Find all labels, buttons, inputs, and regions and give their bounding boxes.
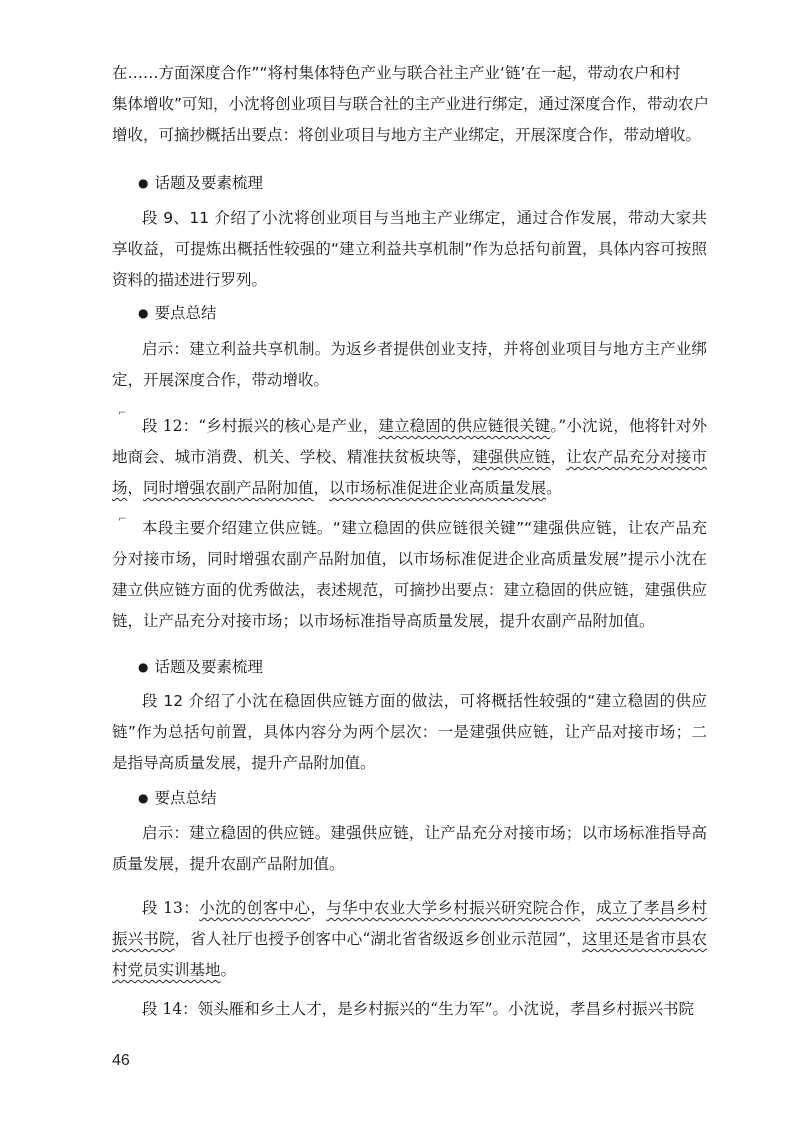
bullet-dot-icon: ● xyxy=(138,306,149,320)
paragraph-continuation xyxy=(112,58,710,151)
quote-text: 。 xyxy=(220,961,237,979)
analysis-paragraph: 本段主要介绍建立供应链。“建立稳固的供应链很关键”“建强供应链，让农产品充分对接市场，同时增强农副产品附加值，以市场标准促进企业高质量发展”提示小沈在建立供应链方面的优秀做法，表述规范，可摘抄出要点：建立稳固的供应链，建强供应链，让产品充分对接市场；以市场标准指导高质量发展，提升农副产品附加值。 xyxy=(112,519,707,630)
quote-text: 。”小沈说，他将针对外地商会、城市消费、机关、学校、精准扶贫板块等， xyxy=(112,417,707,466)
source-quote-paragraph xyxy=(112,893,707,986)
source-quote-paragraph: 段 14：领头雁和乡土人才，是乡村振兴的“生力军”。小沈说，孝昌乡村振兴书院 xyxy=(142,1000,695,1018)
text-line: 增收，可摘抄概括出要点：将创业项目与地方主产业绑定，开展深度合作，带动增收。 xyxy=(112,126,702,144)
underlined-phrase: 同时增强农副产品附加值 xyxy=(143,479,314,497)
text-line: 在……方面深度合作”“将村集体特色产业与联合社主产业‘链’在一起，带动农户和村 xyxy=(112,64,681,82)
section-bullet-heading xyxy=(138,298,217,329)
bullet-heading-text: 要点总结 xyxy=(154,304,217,322)
text-line: 集体增收”可知，小沈将创业项目与联合社的主产业进行绑定，通过深度合作，带动农户 xyxy=(112,95,710,113)
quote-text: ， xyxy=(127,479,144,497)
bullet-heading-text: 话题及要素梳理 xyxy=(154,174,263,192)
quote-text: ，省人社厅也授予创客中心“湖北省省级返乡创业示范园”， xyxy=(174,930,582,948)
summary-paragraph: 启示：建立利益共享机制。为返乡者提供创业支持，并将创业项目与地方主产业绑定，开展深度合作，带动增收。 xyxy=(112,340,707,389)
quote-text: ， xyxy=(580,899,597,917)
quote-text: 段 13： xyxy=(142,899,200,917)
quote-text: 段 12：“乡村振兴的核心是产业， xyxy=(142,417,379,435)
section-bullet-heading xyxy=(138,168,263,199)
bullet-heading-text: 要点总结 xyxy=(154,789,217,807)
underlined-phrase: 与华中农业大学乡村振兴研究院合作 xyxy=(326,899,581,917)
quote-text: 。 xyxy=(546,479,562,497)
quote-text: ， xyxy=(310,899,327,917)
page-number: 46 xyxy=(112,1052,130,1069)
underlined-phrase: 建立稳固的供应链很关键 xyxy=(378,417,551,435)
underlined-phrase: 这里还是省市县农村党员实训基地 xyxy=(112,930,707,979)
margin-mark-icon: ⌐ xyxy=(118,514,127,525)
section-bullet-heading xyxy=(138,652,263,683)
bullet-heading-text: 话题及要素梳理 xyxy=(154,658,263,676)
bullet-dot-icon: ● xyxy=(138,791,149,805)
analysis-paragraph: 段 9、11 介绍了小沈将创业项目与当地主产业绑定，通过合作发展，带动大家共享收益，可提炼出概括性较强的“建立利益共享机制”作为总括句前置，具体内容可按照资料的描述进行罗列。 xyxy=(112,209,707,289)
analysis-paragraph: 段 12 介绍了小沈在稳固供应链方面的做法，可将概括性较强的“建立稳固的供应链”作为总括句前置，具体内容分为两个层次：一是建强供应链，让产品对接市场；二是指导高质量发展，提升产品附加值。 xyxy=(112,692,707,772)
quote-text: ， xyxy=(313,479,330,497)
summary-paragraph: 启示：建立稳固的供应链。建强供应链，让产品充分对接市场；以市场标准指导高质量发展，提升农副产品附加值。 xyxy=(112,824,707,873)
bullet-dot-icon: ● xyxy=(138,176,149,190)
margin-mark-icon: ⌐ xyxy=(118,408,127,419)
underlined-phrase: 小沈的创客中心 xyxy=(199,899,311,917)
section-bullet-heading xyxy=(138,783,217,814)
underlined-phrase: 建强供应链 xyxy=(472,448,551,466)
source-quote-paragraph xyxy=(112,411,707,504)
bullet-dot-icon: ● xyxy=(138,660,149,674)
underlined-phrase: 以市场标准促进企业高质量发展 xyxy=(329,479,547,497)
quote-text: ， xyxy=(550,448,567,466)
underlined-phrase: 成立了孝昌乡村振兴书院 xyxy=(112,899,707,948)
underlined-phrase: 让农产品充分对接市场 xyxy=(112,448,707,497)
